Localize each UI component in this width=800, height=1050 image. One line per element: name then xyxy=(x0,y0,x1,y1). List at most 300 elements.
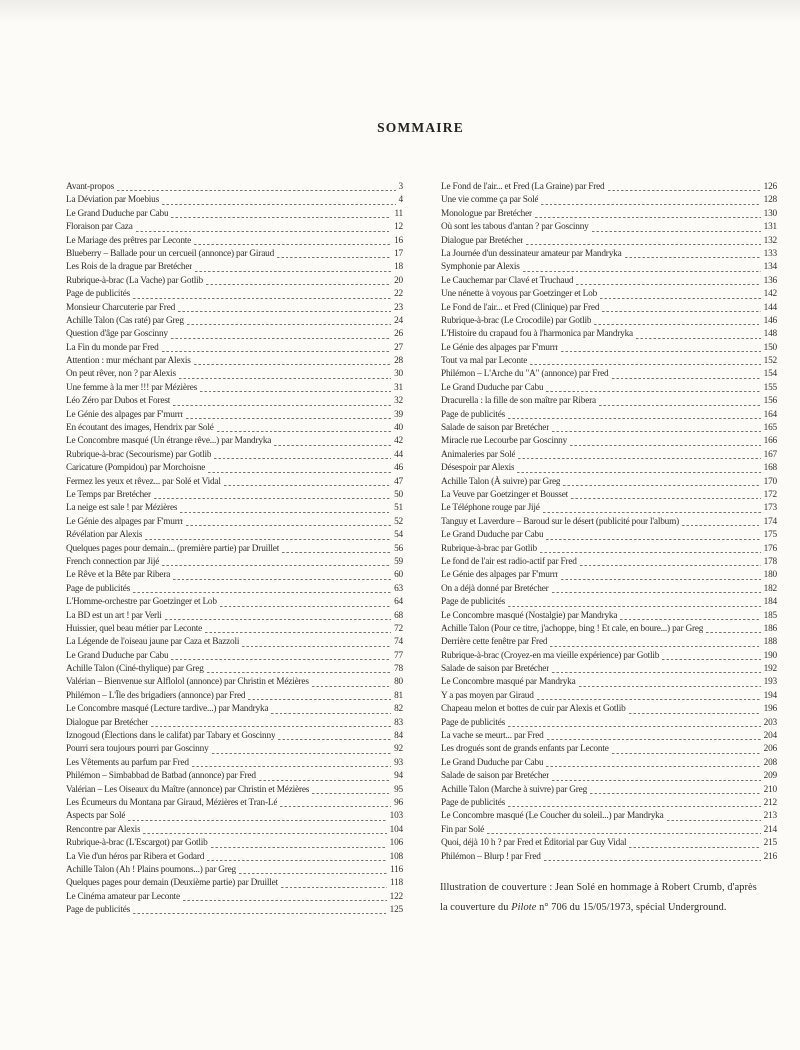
toc-entry xyxy=(66,810,403,823)
dotted-leader xyxy=(187,324,391,325)
toc-entry-page-number: 130 xyxy=(763,208,777,219)
toc-entry-page-number: 106 xyxy=(389,838,403,849)
toc-entry xyxy=(66,449,403,462)
dotted-leader xyxy=(207,860,386,861)
toc-entry-page-number: 40 xyxy=(394,423,403,434)
toc-entry-title: Valérian – Bienvenue sur Alflolol (annonce) par Christin et Mézières xyxy=(66,677,309,688)
toc-entry xyxy=(441,784,777,797)
toc-entry-title: On a déjà donné par Bretécher xyxy=(441,583,549,594)
dotted-leader xyxy=(706,632,760,633)
toc-entry-page-number: 80 xyxy=(394,677,403,688)
toc-entry-title: Quoi, déjà 10 h ? par Fred et Éditorial par Guy Vidal xyxy=(441,838,627,849)
dotted-leader xyxy=(183,900,387,901)
toc-entry-title: Quelques pages pour demain (Deuxième partie) par Druillet xyxy=(66,878,278,889)
dotted-leader xyxy=(579,686,761,687)
toc-entry-title: La Veuve par Goetzinger et Bousset xyxy=(441,489,569,500)
toc-entry xyxy=(66,837,403,850)
toc-entry xyxy=(66,355,403,368)
toc-entry-page-number: 184 xyxy=(763,597,777,608)
dotted-leader xyxy=(612,753,761,754)
toc-entry-page-number: 31 xyxy=(394,382,403,393)
dotted-leader xyxy=(592,231,761,232)
toc-entry-page-number: 104 xyxy=(389,824,403,835)
toc-entry xyxy=(441,703,777,716)
toc-entry xyxy=(66,235,403,248)
dotted-leader xyxy=(143,833,386,834)
dotted-leader xyxy=(128,820,386,821)
toc-entry xyxy=(441,221,777,234)
toc-entry-page-number: 24 xyxy=(394,315,403,326)
toc-entry-title: L'Histoire du crapaud fou à l'harmonica par Mandryka xyxy=(441,329,633,340)
toc-entry xyxy=(66,342,403,355)
dotted-leader xyxy=(546,766,760,767)
toc-entry xyxy=(66,315,403,328)
page-title: SOMMAIRE xyxy=(377,120,464,135)
toc-entry xyxy=(441,770,777,783)
toc-entry xyxy=(441,797,777,810)
toc-entry-page-number: 214 xyxy=(763,824,777,835)
toc-entry-title: Animaleries par Solé xyxy=(441,449,516,460)
dotted-leader xyxy=(543,512,761,513)
toc-entry-title: Caricature (Pompidou) par Morchoisne xyxy=(66,463,206,474)
toc-entry xyxy=(441,837,777,850)
toc-entry-title: Une femme à la mer !!! par Mézières xyxy=(66,382,198,393)
toc-entry-title: Les Écumeurs du Montana par Giraud, Mézières et Tran-Lé xyxy=(66,797,278,808)
toc-entry-title: Attention : mur méchant par Alexis xyxy=(66,356,191,367)
dotted-leader xyxy=(280,806,391,807)
toc-entry xyxy=(66,904,403,917)
toc-entry-page-number: 30 xyxy=(394,369,403,380)
toc-entry-title: Avant-propos xyxy=(66,182,115,192)
toc-entry xyxy=(441,409,777,422)
toc-entry-page-number: 4 xyxy=(398,195,403,206)
toc-entry-page-number: 16 xyxy=(394,235,403,246)
dotted-leader xyxy=(526,244,760,245)
toc-entry-title: Achille Talon (Pour ce titre, j'achoppe, bing ! Et cale, en boure...) par Greg xyxy=(441,623,704,634)
dotted-leader xyxy=(523,271,761,272)
dotted-leader xyxy=(186,525,391,526)
toc-entry xyxy=(441,194,777,207)
dotted-leader xyxy=(173,405,391,406)
toc-entry-page-number: 28 xyxy=(394,356,403,367)
dotted-leader xyxy=(508,806,761,807)
toc-entry-page-number: 103 xyxy=(389,811,403,822)
toc-entry xyxy=(441,449,777,462)
toc-entry-page-number: 167 xyxy=(763,449,777,460)
toc-entry-title: Le Temps par Bretécher xyxy=(66,489,151,500)
toc-entry-title: Page de publicités xyxy=(441,717,506,728)
dotted-leader xyxy=(487,833,761,834)
cover-credit-magazine-title: Pilote xyxy=(511,901,537,913)
toc-entry-title: Le Génie des alpages par F'murrr xyxy=(441,570,559,581)
toc-entry-title: Le Grand Duduche par Cabu xyxy=(441,382,544,393)
cover-credit-line2-pre: la couverture du xyxy=(440,901,512,913)
toc-entry xyxy=(441,757,777,770)
toc-entry xyxy=(441,851,777,864)
toc-entry xyxy=(441,275,777,288)
toc-entry-title: Les Vêtements au parfum par Fred xyxy=(66,757,189,768)
toc-entry xyxy=(66,703,403,716)
dotted-leader xyxy=(612,378,761,379)
toc-entry xyxy=(66,583,403,596)
toc-entry-page-number: 94 xyxy=(394,771,403,782)
toc-entry-title: Une nénette à voyous par Goetzinger et Lob xyxy=(441,289,598,300)
toc-entry xyxy=(441,342,777,355)
dotted-leader xyxy=(530,364,761,365)
dotted-leader xyxy=(179,378,391,379)
toc-entry-title: Question d'âge par Goscinny xyxy=(66,329,168,340)
toc-entry xyxy=(441,235,777,248)
toc-entry xyxy=(66,569,403,582)
toc-entry-page-number: 131 xyxy=(763,222,777,233)
toc-entry-page-number: 96 xyxy=(394,797,403,808)
toc-entry-title: En écoutant des images, Hendrix par Solé xyxy=(66,423,214,434)
dotted-leader xyxy=(563,485,760,486)
toc-entry xyxy=(441,583,777,596)
toc-entry-page-number: 12 xyxy=(394,222,403,233)
dotted-leader xyxy=(173,579,391,580)
toc-entry xyxy=(441,529,777,542)
dotted-leader xyxy=(242,646,391,647)
dotted-leader xyxy=(194,244,391,245)
toc-entry-title: Philémon – L'Arche du "A" (annonce) par Fred xyxy=(441,369,609,380)
toc-entry-title: Le Rêve et la Bête par Ribera xyxy=(66,570,171,581)
dotted-leader xyxy=(625,257,761,258)
toc-entry-title: Tanguy et Laverdure – Baroud sur le désert (publicité pour l'album) xyxy=(441,516,680,527)
toc-entry xyxy=(441,248,777,261)
toc-entry xyxy=(66,489,403,502)
dotted-leader xyxy=(561,579,760,580)
toc-entry xyxy=(66,650,403,663)
toc-entry-title: Monsieur Charcuterie par Fred xyxy=(66,302,176,313)
toc-entry-page-number: 208 xyxy=(763,757,777,768)
toc-entry-title: Rubrique-à-brac (La Vache) par Gotlib xyxy=(66,275,203,286)
toc-entry-page-number: 22 xyxy=(394,289,403,300)
toc-entry-page-number: 213 xyxy=(763,811,777,822)
toc-entry-page-number: 51 xyxy=(394,503,403,514)
toc-entry-title: Le Cauchemar par Clavé et Truchaud xyxy=(441,275,574,286)
toc-entry xyxy=(441,422,777,435)
toc-entry-page-number: 93 xyxy=(394,757,403,768)
dotted-leader xyxy=(594,324,760,325)
toc-entry-page-number: 54 xyxy=(394,530,403,541)
dotted-leader xyxy=(508,606,761,607)
toc-entry xyxy=(441,636,777,649)
toc-entry xyxy=(66,610,403,623)
toc-entry xyxy=(66,302,403,315)
dotted-leader xyxy=(208,472,391,473)
dotted-leader xyxy=(248,699,391,700)
toc-entry xyxy=(441,368,777,381)
toc-entry-title: Page de publicités xyxy=(66,583,131,594)
toc-entry xyxy=(441,181,777,194)
toc-entry-title: Salade de saison par Bretécher xyxy=(441,423,550,434)
toc-entry xyxy=(66,462,403,475)
toc-entry-title: Valérian – Les Oiseaux du Maître (annonce) par Christin et Mézières xyxy=(66,784,310,795)
toc-entry xyxy=(66,409,403,422)
toc-entry-title: La Vie d'un héros par Ribera et Godard xyxy=(66,851,205,862)
toc-entry-page-number: 64 xyxy=(394,597,403,608)
toc-entry xyxy=(441,261,777,274)
dotted-leader xyxy=(602,311,760,312)
dotted-leader xyxy=(281,887,387,888)
toc-entry-page-number: 133 xyxy=(763,248,777,259)
toc-entry-page-number: 128 xyxy=(763,195,777,206)
toc-entry-page-number: 126 xyxy=(763,182,777,192)
cover-credit-line2-post: n° 706 du 15/05/1973, spécial Underground. xyxy=(536,901,727,913)
toc-entry-title: Dialogue par Bretécher xyxy=(66,717,149,728)
dotted-leader xyxy=(682,525,761,526)
toc-entry-title: Le Fond de l'air... et Fred (Clinique) par Fred xyxy=(441,302,600,313)
toc-entry-page-number: 164 xyxy=(763,409,777,420)
toc-entry xyxy=(441,315,777,328)
toc-entry xyxy=(66,636,403,649)
toc-entry-title: Y a pas moyen par Giraud xyxy=(441,690,534,701)
dotted-leader xyxy=(552,780,761,781)
dotted-leader xyxy=(186,418,391,419)
toc-entry-page-number: 204 xyxy=(763,731,777,742)
toc-entry-title: Le Grand Duduche par Cabu xyxy=(441,757,544,768)
toc-entry xyxy=(66,328,403,341)
toc-entry-title: Révélation par Alexis xyxy=(66,530,143,541)
dotted-leader xyxy=(561,351,760,352)
toc-entry xyxy=(66,824,403,837)
toc-entry-page-number: 17 xyxy=(394,248,403,259)
toc-columns xyxy=(66,181,777,917)
toc-entry-title: Où sont les tabous d'antan ? par Goscinny xyxy=(441,222,589,233)
dotted-leader xyxy=(508,726,761,727)
toc-entry xyxy=(66,730,403,743)
toc-entry xyxy=(441,596,777,609)
dotted-leader xyxy=(552,431,761,432)
toc-entry-page-number: 50 xyxy=(394,489,403,500)
dotted-leader xyxy=(571,498,761,499)
dotted-leader xyxy=(550,646,760,647)
toc-entry-page-number: 155 xyxy=(763,382,777,393)
toc-entry xyxy=(66,181,403,194)
dotted-leader xyxy=(552,592,761,593)
dotted-leader xyxy=(662,659,760,660)
dotted-leader xyxy=(541,204,760,205)
toc-entry-page-number: 193 xyxy=(763,677,777,688)
toc-entry-page-number: 180 xyxy=(763,570,777,581)
toc-entry-title: La Légende de l'oiseau jaune par Caza et Bazzoli xyxy=(66,637,240,648)
toc-entry-page-number: 42 xyxy=(394,436,403,447)
dotted-leader xyxy=(312,686,391,687)
toc-entry-title: Symphonie par Alexis xyxy=(441,262,520,273)
toc-entry xyxy=(441,690,777,703)
dotted-leader xyxy=(544,860,761,861)
toc-entry xyxy=(66,877,403,890)
dotted-leader xyxy=(277,257,391,258)
dotted-leader xyxy=(636,338,761,339)
toc-entry-page-number: 47 xyxy=(394,476,403,487)
toc-entry-title: Les Rois de la drague par Bretécher xyxy=(66,262,193,273)
dotted-leader xyxy=(274,445,391,446)
toc-entry-page-number: 150 xyxy=(763,342,777,353)
dotted-leader xyxy=(205,632,391,633)
toc-entry-page-number: 192 xyxy=(763,664,777,675)
dotted-leader xyxy=(133,298,391,299)
dotted-leader xyxy=(211,847,387,848)
toc-entry-title: Le Concombre masqué par Mandryka xyxy=(441,677,576,688)
toc-entry-page-number: 78 xyxy=(394,664,403,675)
toc-entry xyxy=(66,757,403,770)
dotted-leader xyxy=(224,485,391,486)
toc-entry-title: Les drogués sont de grands enfants par Leconte xyxy=(441,744,609,755)
toc-column-right xyxy=(441,181,777,917)
toc-entry-title: Monologue par Bretécher xyxy=(441,208,532,219)
dotted-leader xyxy=(180,512,391,513)
toc-entry xyxy=(66,208,403,221)
toc-entry-page-number: 39 xyxy=(394,409,403,420)
toc-entry xyxy=(441,462,777,475)
toc-entry xyxy=(66,194,403,207)
toc-entry xyxy=(66,529,403,542)
toc-entry-page-number: 170 xyxy=(763,476,777,487)
toc-entry-page-number: 63 xyxy=(394,583,403,594)
dotted-leader xyxy=(599,405,761,406)
toc-entry-page-number: 122 xyxy=(389,891,403,902)
toc-entry-title: On peut rêver, non ? par Alexis xyxy=(66,369,176,380)
toc-entry-page-number: 118 xyxy=(389,878,403,889)
toc-entry-title: French connection par Jijé xyxy=(66,556,160,567)
toc-entry-page-number: 68 xyxy=(394,610,403,621)
toc-entry-title: Achille Talon (Cas raté) par Greg xyxy=(66,315,184,326)
toc-entry xyxy=(66,663,403,676)
toc-entry xyxy=(66,864,403,877)
dotted-leader xyxy=(171,338,391,339)
toc-entry xyxy=(441,355,777,368)
toc-entry-page-number: 146 xyxy=(763,315,777,326)
toc-entry xyxy=(66,556,403,569)
toc-entry-title: Rubrique-à-brac (Secourisme) par Gotlib xyxy=(66,449,212,460)
dotted-leader xyxy=(194,364,391,365)
toc-entry-page-number: 186 xyxy=(763,623,777,634)
dotted-leader xyxy=(154,498,391,499)
toc-entry-title: Philémon – L'Île des brigadiers (annonce) par Fred xyxy=(66,690,246,701)
toc-entry-page-number: 27 xyxy=(394,342,403,353)
toc-entry xyxy=(66,623,403,636)
toc-entry-title: Floraison par Caza xyxy=(66,222,133,233)
toc-entry-title: Huissier, quel beau métier par Leconte xyxy=(66,623,203,634)
dotted-leader xyxy=(220,606,391,607)
toc-entry xyxy=(441,543,777,556)
dotted-leader xyxy=(282,552,391,553)
toc-entry-title: Page de publicités xyxy=(66,289,131,300)
toc-entry-page-number: 154 xyxy=(763,369,777,380)
dotted-leader xyxy=(162,204,395,205)
toc-entry-page-number: 32 xyxy=(394,396,403,407)
toc-entry xyxy=(66,248,403,261)
toc-entry xyxy=(66,851,403,864)
dotted-leader xyxy=(207,672,391,673)
toc-entry-title: Salade de saison par Bretécher xyxy=(441,664,550,675)
toc-entry-page-number: 216 xyxy=(763,851,777,862)
toc-column-left xyxy=(66,181,403,917)
toc-entry xyxy=(441,730,777,743)
dotted-leader xyxy=(117,190,396,191)
dotted-leader xyxy=(667,820,761,821)
toc-entry-title: Le Téléphone rouge par Jijé xyxy=(441,503,540,514)
dotted-leader xyxy=(136,231,391,232)
toc-entry-title: Achille Talon (Ciné-thylique) par Greg xyxy=(66,664,204,675)
dotted-leader xyxy=(239,873,387,874)
toc-entry-page-number: 56 xyxy=(394,543,403,554)
toc-entry-title: Une vie comme ça par Solé xyxy=(441,195,539,206)
dotted-leader xyxy=(212,753,392,754)
toc-entry-title: Fermez les yeux et rêvez... par Solé et Vidal xyxy=(66,476,221,487)
toc-entry-title: La Fin du monde par Fred xyxy=(66,342,159,353)
toc-entry-page-number: 165 xyxy=(763,423,777,434)
toc-entry xyxy=(441,717,777,730)
toc-entry-title: Rubrique-à-brac (Croyez-en ma vieille expérience) par Gotlib xyxy=(441,650,660,661)
toc-entry-title: Dialogue par Bretécher xyxy=(441,235,524,246)
toc-entry-page-number: 20 xyxy=(394,275,403,286)
toc-entry xyxy=(441,663,777,676)
toc-entry-page-number: 125 xyxy=(389,905,403,916)
dotted-leader xyxy=(540,552,761,553)
dotted-leader xyxy=(552,672,761,673)
dotted-leader xyxy=(629,713,761,714)
toc-entry xyxy=(441,208,777,221)
toc-entry-page-number: 83 xyxy=(394,717,403,728)
dotted-leader xyxy=(570,445,761,446)
toc-entry xyxy=(441,302,777,315)
dotted-leader xyxy=(171,217,391,218)
toc-entry-title: Le Concombre masqué (Nostalgie) par Mandryka xyxy=(441,610,618,621)
toc-entry-title: La BD est un art ! par Verli xyxy=(66,610,162,621)
toc-entry xyxy=(66,221,403,234)
toc-entry-page-number: 116 xyxy=(389,864,403,875)
toc-entry-title: Achille Talon (Ah ! Plains poumons...) par Greg xyxy=(66,864,237,875)
dotted-leader xyxy=(600,298,761,299)
toc-entry xyxy=(66,743,403,756)
toc-entry-title: Salade de saison par Bretécher xyxy=(441,771,550,782)
toc-entry-page-number: 144 xyxy=(763,302,777,313)
toc-entry-title: Derrière cette fenêtre par Fred xyxy=(441,637,548,648)
toc-entry-page-number: 178 xyxy=(763,556,777,567)
toc-entry-title: Le Génie des alpages par F'murrr xyxy=(66,516,184,527)
toc-entry xyxy=(441,810,777,823)
toc-entry-title: La Déviation par Moebius xyxy=(66,195,160,206)
toc-entry xyxy=(441,395,777,408)
dotted-leader xyxy=(171,659,391,660)
toc-entry xyxy=(441,328,777,341)
dotted-leader xyxy=(508,418,761,419)
toc-entry xyxy=(441,610,777,623)
toc-entry xyxy=(66,690,403,703)
toc-entry-title: Page de publicités xyxy=(441,597,506,608)
toc-entry xyxy=(66,395,403,408)
toc-entry-title: Blueberry – Ballade pour un cercueil (annonce) par Giraud xyxy=(66,248,275,259)
toc-entry xyxy=(66,368,403,381)
toc-entry-title: Le fond de l'air est radio-actif par Fred xyxy=(441,556,577,567)
toc-entry-page-number: 18 xyxy=(394,262,403,273)
toc-entry-title: Iznogoud (Élections dans le califat) par Tabary et Goscinny xyxy=(66,731,276,742)
toc-entry xyxy=(66,435,403,448)
toc-entry-page-number: 212 xyxy=(763,797,777,808)
dotted-leader xyxy=(195,271,391,272)
toc-entry-title: La Journée d'un dessinateur amateur par Mandryka xyxy=(441,248,622,259)
toc-entry-title: Le Grand Duduche par Cabu xyxy=(66,650,169,661)
toc-entry xyxy=(441,476,777,489)
toc-entry-page-number: 175 xyxy=(763,530,777,541)
toc-entry xyxy=(66,502,403,515)
dotted-leader xyxy=(217,431,391,432)
toc-entry-page-number: 26 xyxy=(394,329,403,340)
toc-entry xyxy=(66,596,403,609)
